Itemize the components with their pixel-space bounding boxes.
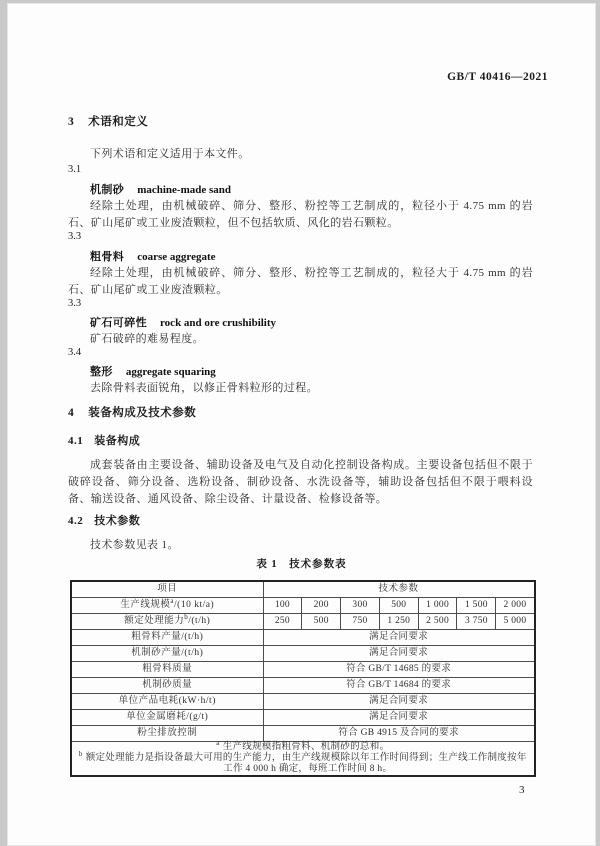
table-cell: 500 xyxy=(302,614,341,630)
term-4-en: aggregate squaring xyxy=(125,366,216,378)
standard-code-header: GB/T 40416—2021 xyxy=(447,71,548,83)
table-row xyxy=(71,581,535,598)
table-1-caption: 表 1 技术参数表 xyxy=(256,559,347,570)
table-cell: 满足合同要求 xyxy=(263,630,535,646)
table-row xyxy=(71,694,535,710)
section-3-number: 3 xyxy=(68,116,75,128)
term-4-definition: 去除骨料表面锐角，以修正骨料粒形的过程。 xyxy=(90,382,318,394)
term-1-number: 3.1 xyxy=(68,164,82,175)
term-1-name xyxy=(90,181,231,197)
section-4-2-number: 4.2 xyxy=(68,515,84,527)
table-row xyxy=(71,662,535,678)
section-4-2-body: 技术参数见表 1。 xyxy=(90,539,179,551)
table-footnotes xyxy=(71,738,535,777)
table-row xyxy=(71,646,535,662)
table-cell: 750 xyxy=(341,614,380,630)
row-label-sand-output: 机制砂产量/(t/h) xyxy=(71,646,263,662)
table-row xyxy=(71,598,535,614)
section-4-heading xyxy=(68,404,196,420)
table-cell: 1 500 xyxy=(457,598,496,614)
term-1-zh: 机制砂 xyxy=(90,184,125,196)
table-cell: 250 xyxy=(263,614,302,630)
table-row xyxy=(71,726,535,742)
table-row xyxy=(71,614,535,630)
table-cell: 3 750 xyxy=(457,614,496,630)
table-row xyxy=(71,630,535,646)
table-cell: 符合 GB/T 14684 的要求 xyxy=(263,678,535,694)
table-header-item: 项目 xyxy=(71,581,263,598)
section-4-number: 4 xyxy=(68,407,75,419)
term-4-zh: 整形 xyxy=(90,366,113,378)
table-cell: 300 xyxy=(341,598,380,614)
table-row xyxy=(71,678,535,694)
row-label-coarse-aggregate-output: 粗骨料产量/(t/h) xyxy=(71,630,263,646)
table-cell: 5 000 xyxy=(496,614,535,630)
term-3-name xyxy=(90,314,276,330)
table-cell: 500 xyxy=(379,598,418,614)
term-2-definition: 经除土处理，由机械破碎、筛分、整形、粉控等工艺制成的，粒径大于 4.75 mm 的岩石、矿山尾矿或工业废渣颗粒。 xyxy=(68,267,533,297)
page-number: 3 xyxy=(519,784,525,796)
table-row xyxy=(71,742,535,777)
table-cell: 满足合同要求 xyxy=(263,710,535,726)
term-3-zh: 矿石可碎性 xyxy=(90,317,147,329)
term-2-name xyxy=(90,248,216,264)
term-4-name xyxy=(90,363,216,379)
section-4-2-heading xyxy=(68,512,140,528)
section-4-1-heading xyxy=(68,432,140,448)
section-4-1-number: 4.1 xyxy=(68,435,84,447)
term-3-definition: 矿石破碎的难易程度。 xyxy=(90,333,204,345)
table-cell: 100 xyxy=(263,598,302,614)
table-row xyxy=(71,710,535,726)
term-1-en: machine-made sand xyxy=(137,184,232,196)
row-label-unit-power-consumption: 单位产品电耗(kW·h/t) xyxy=(71,694,263,710)
row-label-rated-capacity: 额定处理能力$^b$/(t/h) xyxy=(71,614,263,630)
footnote-a: $^a$ 生产线规模指粗骨料、机制砂的总和。 xyxy=(216,738,390,752)
table-cell: 1 000 xyxy=(418,598,457,614)
term-3-number: 3.3 xyxy=(68,298,82,309)
document-page xyxy=(7,3,596,846)
table-1-technical-parameters xyxy=(70,580,536,777)
table-cell: 符合 GB/T 14685 的要求 xyxy=(263,662,535,678)
section-4-2-title: 技术参数 xyxy=(94,515,141,527)
row-label-sand-quality: 机制砂质量 xyxy=(71,678,263,694)
table-cell: 符合 GB 4915 及合同的要求 xyxy=(263,726,535,742)
section-4-title: 装备构成及技术参数 xyxy=(88,407,197,419)
table-cell: 2 000 xyxy=(496,598,535,614)
section-3-intro: 下列术语和定义适用于本文件。 xyxy=(90,148,250,160)
table-cell: 200 xyxy=(302,598,341,614)
row-label-dust-emission-control: 粉尘排放控制 xyxy=(71,726,263,742)
term-2-zh: 粗骨料 xyxy=(90,251,125,263)
section-4-1-body: 成套装备由主要设备、辅助设备及电气及自动化控制设备构成。主要设备包括但不限于破碎设备、筛分设备、选粉设备、制砂设备、水洗设备等，辅助设备包括但不限于喂料设备、输送设备、通风设备、除尘设备、计量设备、检修设备等。 xyxy=(68,459,533,506)
table-cell: 2 500 xyxy=(418,614,457,630)
term-2-number: 3.3 xyxy=(68,231,82,242)
table-cell: 满足合同要求 xyxy=(263,694,535,710)
term-2-en: coarse aggregate xyxy=(137,251,216,263)
table-cell: 满足合同要求 xyxy=(263,646,535,662)
term-1-definition: 经除土处理，由机械破碎、筛分、整形、粉控等工艺制成的，粒径小于 4.75 mm 的岩石、矿山尾矿或工业废渣颗粒，但不包括软质、风化的岩石颗粒。 xyxy=(68,200,533,230)
row-label-coarse-aggregate-quality: 粗骨料质量 xyxy=(71,662,263,678)
footnote-b: $^b$ 额定处理能力是指设备最大可用的生产能力，由生产线规模除以年工作时间得到；生产线工作制度按年工作 4 000 h 确定，每班工作时间 8 h。 xyxy=(78,749,527,774)
section-3-heading xyxy=(68,113,148,129)
row-label-unit-metal-wear: 单位金属磨耗/(g/t) xyxy=(71,710,263,726)
table-header-params: 技术参数 xyxy=(263,581,535,598)
term-3-en: rock and ore crushibility xyxy=(160,317,277,329)
section-4-1-title: 装备构成 xyxy=(94,435,141,447)
term-4-number: 3.4 xyxy=(68,347,82,358)
row-label-production-scale: 生产线规模$^a$/(10 kt/a) xyxy=(71,598,263,614)
section-3-title: 术语和定义 xyxy=(88,116,149,128)
table-cell: 1 250 xyxy=(379,614,418,630)
